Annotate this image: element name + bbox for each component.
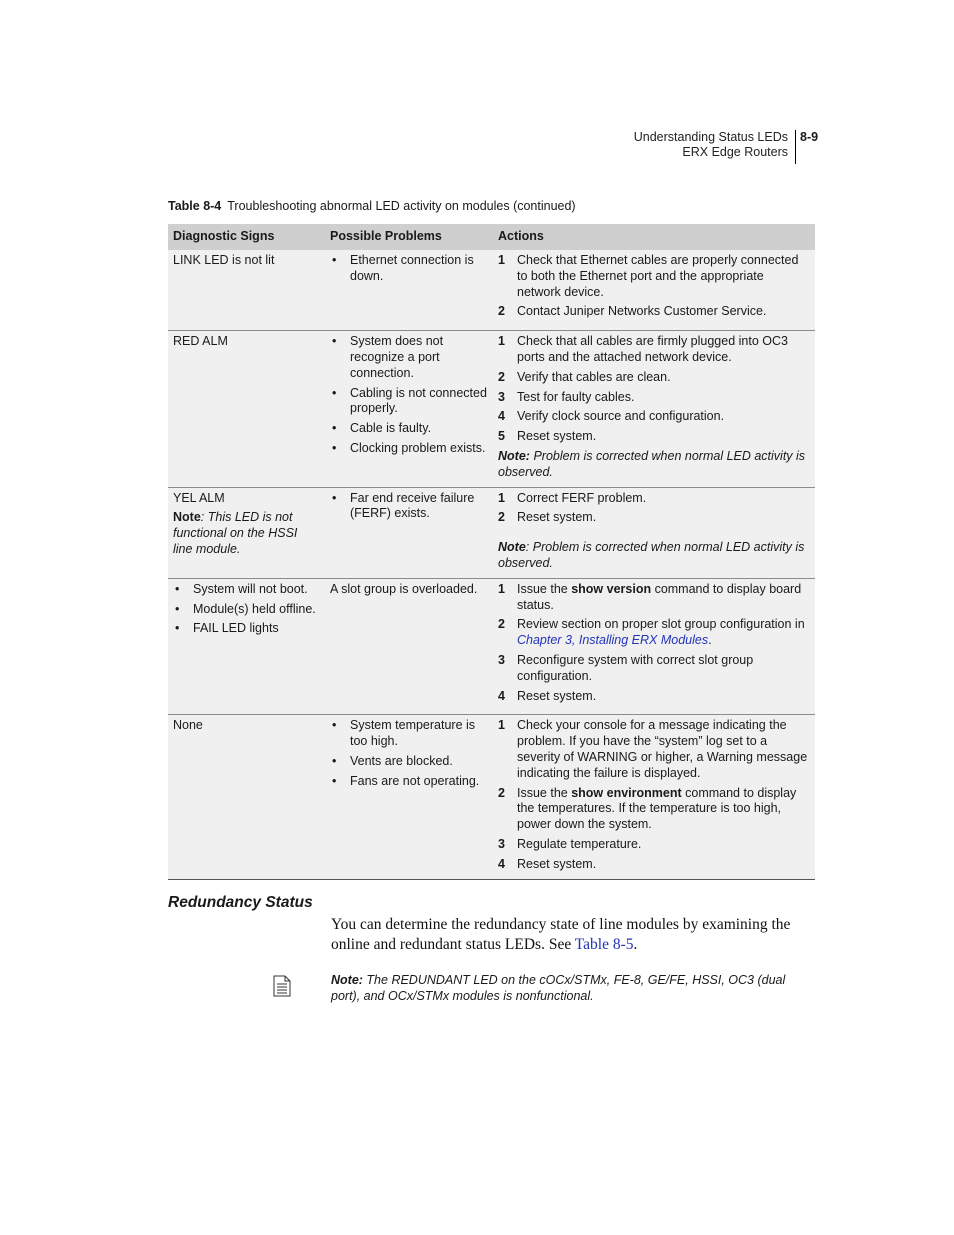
header-chapter-title: Understanding Status LEDs	[633, 130, 788, 144]
header-divider	[795, 130, 796, 164]
actions-cell	[493, 578, 815, 715]
page-number: 8-9	[800, 130, 819, 144]
list-item: 4 Reset system.	[498, 856, 597, 871]
list-item: • Ethernet connection is down.	[330, 253, 488, 285]
table-row	[168, 715, 815, 879]
problems-cell	[325, 331, 493, 487]
problem-list	[330, 718, 488, 789]
list-item: 2 Issue the show environment command to display the temperatures. If the temperature is too high, power down the system.	[498, 785, 797, 832]
table-caption	[168, 199, 576, 213]
problems-cell	[325, 250, 493, 331]
table-row	[168, 578, 815, 715]
actions-cell	[493, 715, 815, 879]
table-row	[168, 331, 815, 487]
diagnostic-sign: LINK LED is not lit	[173, 253, 275, 267]
list-item: 3 Test for faulty cables.	[498, 389, 635, 404]
list-item: 3 Regulate temperature.	[498, 836, 642, 851]
diagnostic-sign-cell	[168, 331, 325, 487]
diagnostic-sign: YEL ALM	[173, 490, 225, 505]
table-row	[168, 487, 815, 578]
problem-list	[330, 491, 488, 523]
table-caption-label: Table 8-4	[168, 199, 222, 213]
command-name: show environment	[571, 785, 682, 800]
action-list	[498, 582, 810, 705]
list-item: 5 Reset system.	[498, 429, 597, 444]
header-titles	[634, 130, 788, 160]
problems-cell	[325, 715, 493, 879]
action-note: Note: Problem is corrected when normal LED activity is observed.	[498, 448, 806, 479]
header-book-title: ERX Edge Routers	[682, 145, 788, 159]
section-heading: Redundancy Status	[168, 894, 313, 911]
problems-cell	[325, 487, 493, 578]
list-item: 2 Contact Juniper Networks Customer Service.	[498, 304, 767, 319]
list-item: 2 Reset system.	[498, 510, 597, 525]
list-item: • Fans are not operating.	[330, 774, 488, 790]
problem-list	[330, 334, 488, 457]
list-item: 4 Verify clock source and configuration.	[498, 409, 725, 424]
diagnostic-sign: RED ALM	[173, 334, 228, 349]
table-8-5-link[interactable]: Table 8-5	[574, 936, 634, 953]
running-header	[504, 130, 819, 164]
list-item: • Cable is faulty.	[330, 421, 488, 437]
list-item: 1 Check that all cables are firmly plugged into OC3 ports and the attached network device.	[498, 334, 788, 364]
list-item: 4 Reset system.	[498, 688, 597, 703]
list-item: 1 Check that Ethernet cables are properly connected to both the Ethernet port and the appropriate network device.	[498, 253, 799, 299]
list-item: • FAIL LED lights	[173, 621, 320, 637]
command-name: show version	[571, 581, 652, 596]
action-list	[498, 334, 810, 445]
troubleshooting-table	[168, 224, 815, 880]
note-text: The REDUNDANT LED on the cOCx/STMx, FE-8, GE/FE, HSSI, OC3 (dual port), and OCx/STMx modules is nonfunctional.	[331, 973, 786, 1003]
diagnostic-sign-cell	[168, 487, 325, 578]
list-item: 3 Reconfigure system with correct slot group configuration.	[498, 652, 754, 683]
diagnostic-sign-cell	[168, 578, 325, 715]
note-block	[331, 972, 811, 1004]
table-caption-text: Troubleshooting abnormal LED activity on modules (continued)	[227, 199, 576, 213]
list-item: • System temperature is too high.	[330, 718, 488, 750]
header-diagnostic-signs: Diagnostic Signs	[168, 224, 325, 250]
action-note: Note: Problem is corrected when normal LED activity is observed.	[498, 540, 805, 570]
list-item: • Far end receive failure (FERF) exists.	[330, 491, 488, 523]
list-item: 1 Issue the show version command to display board status.	[498, 581, 802, 612]
problem-text: A slot group is overloaded.	[330, 581, 478, 596]
sign-note: Note: This LED is not functional on the HSSI line module.	[173, 510, 298, 556]
list-item: • System does not recognize a port connection.	[330, 334, 488, 381]
list-item: • Vents are blocked.	[330, 754, 488, 770]
note-label: Note:	[331, 973, 363, 987]
header-possible-problems: Possible Problems	[325, 224, 493, 250]
header-actions: Actions	[493, 224, 815, 250]
action-list	[498, 718, 810, 872]
actions-cell	[493, 487, 815, 578]
action-list	[498, 253, 810, 320]
problems-cell	[325, 578, 493, 715]
list-item: • Clocking problem exists.	[330, 441, 488, 457]
chapter-3-link[interactable]: Chapter 3, Installing ERX Modules	[517, 633, 709, 648]
actions-cell	[493, 250, 815, 331]
diagnostic-sign: None	[173, 718, 203, 733]
list-item: • Cabling is not connected properly.	[330, 386, 488, 418]
table-row	[168, 250, 815, 331]
action-list	[498, 491, 810, 527]
list-item: 1 Correct FERF problem.	[498, 490, 647, 505]
actions-cell	[493, 331, 815, 487]
note-document-icon	[273, 975, 291, 997]
table-header-row	[168, 224, 815, 250]
sign-list	[173, 582, 320, 637]
list-item: 2 Review section on proper slot group configuration in Chapter 3, Installing ERX Modules.	[498, 617, 805, 648]
list-item: • Module(s) held offline.	[173, 602, 320, 618]
list-item: 1 Check your console for a message indicating the problem. If you have the “system” log set to a severity of WARNING or higher, a Warning message indicating the failure is displayed.	[498, 718, 808, 780]
diagnostic-sign-cell	[168, 715, 325, 879]
problem-list	[330, 253, 488, 285]
body-paragraph: You can determine the redundancy state of line modules by examining the online and redundant status LEDs. See Table 8-5.	[331, 916, 791, 953]
diagnostic-sign-cell	[168, 250, 325, 331]
list-item: • System will not boot.	[173, 582, 320, 598]
list-item: 2 Verify that cables are clean.	[498, 369, 671, 384]
